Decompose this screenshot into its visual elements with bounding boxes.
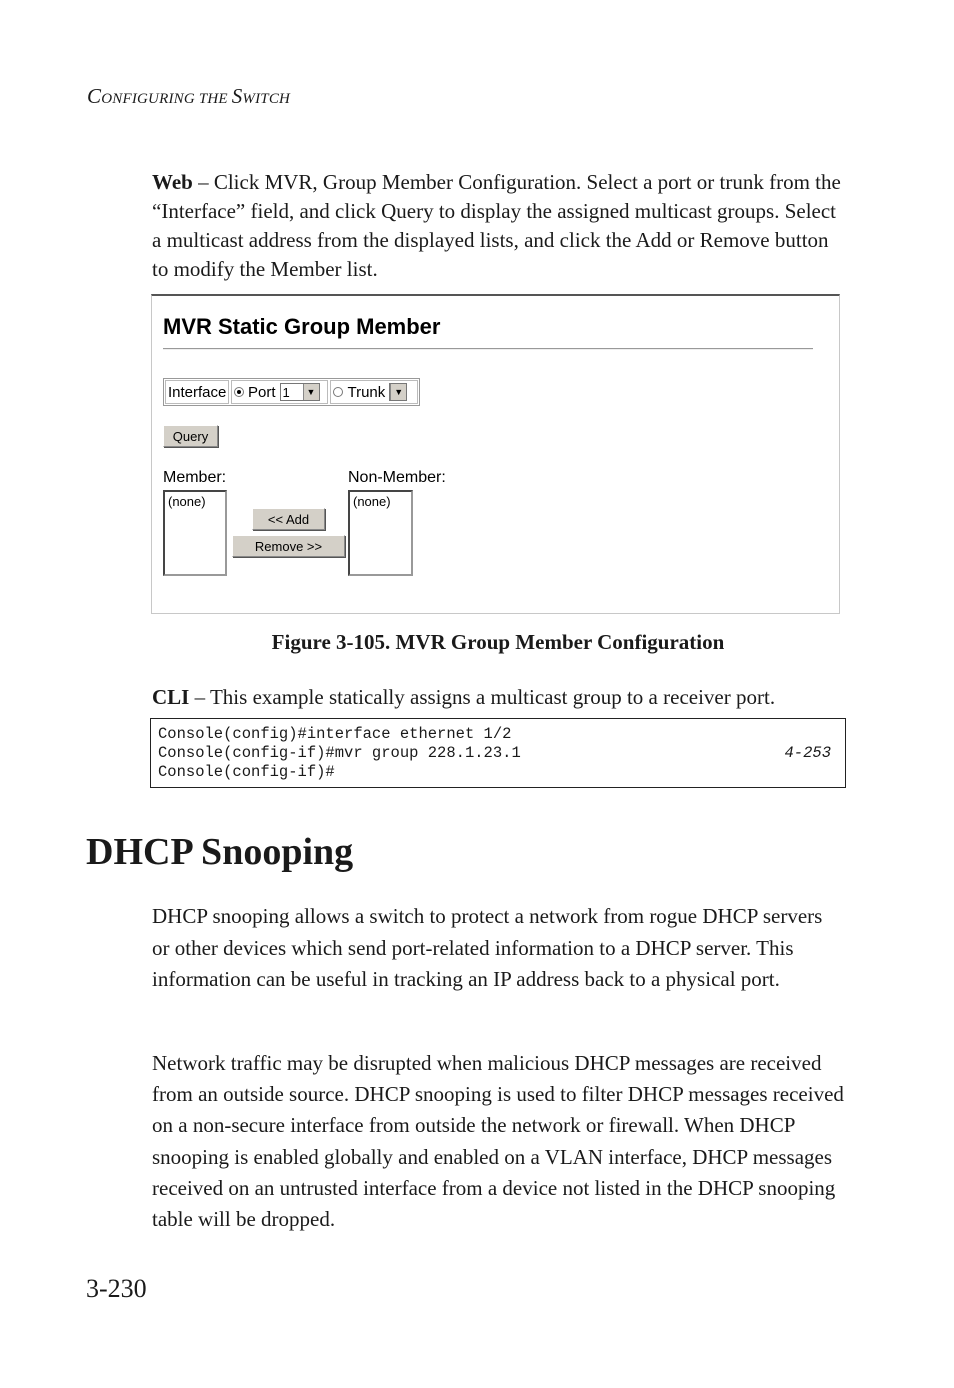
- dhcp-intro-paragraph: DHCP snooping allows a switch to protect a network from rogue DHCP servers or other devices which send port-related information to a DHCP server. This information can be useful in tracking an IP address back to a physical port.: [152, 904, 823, 991]
- running-head: CONFIGURING THE SWITCH: [87, 84, 291, 108]
- remove-button[interactable]: Remove >>: [232, 535, 345, 557]
- cli-label: CLI: [152, 685, 190, 709]
- cli-instructions: CLI – This example statically assigns a multicast group to a receiver port.: [152, 685, 776, 709]
- code-line: Console(config-if)#mvr group 228.1.23.1 4-253: [158, 744, 831, 762]
- port-option: [231, 380, 328, 404]
- dhcp-detail-paragraph: Network traffic may be disrupted when malicious DHCP messages are received from an outside source. DHCP snooping is used to filter DHCP messages received on a non-secure interface from outside the network or firewall. When DHCP snooping is enabled globally and enabled on a VLAN interface, DHCP messages received on an untrusted interface from a device not listed in the DHCP snooping table will be dropped.: [152, 1051, 844, 1232]
- figure-caption: Figure 3-105. MVR Group Member Configuration: [271, 630, 725, 654]
- dropdown-arrow-icon: ▼: [390, 384, 406, 400]
- interface-selector: [163, 378, 420, 406]
- page-number: 3-230: [86, 1274, 147, 1303]
- web-instructions: Web – Click MVR, Group Member Configuration. Select a port or trunk from the “Interface” field, and click Query to display the assigned multicast groups. Select a multicast address from the displayed lists, and click the Add or Remove button to modify the Member list.: [152, 170, 841, 281]
- port-label: Port: [248, 383, 276, 401]
- query-button[interactable]: Query: [163, 425, 218, 447]
- member-label: Member:: [163, 469, 227, 486]
- code-line: Console(config-if)#: [158, 763, 335, 781]
- code-line: Console(config)#interface ethernet 1/2: [158, 725, 512, 743]
- interface-label: Interface: [165, 380, 229, 404]
- page-reference: 4-253: [784, 744, 831, 762]
- port-radio[interactable]: [234, 387, 244, 397]
- add-button[interactable]: << Add: [252, 508, 325, 530]
- figure-title: MVR Static Group Member: [163, 314, 441, 339]
- non-member-label: Non-Member:: [348, 469, 446, 486]
- non-member-listbox[interactable]: (none): [348, 490, 413, 576]
- mvr-screenshot-figure: [151, 294, 840, 614]
- dropdown-arrow-icon: ▼: [303, 384, 319, 400]
- section-heading: DHCP Snooping: [86, 831, 354, 873]
- web-label: Web: [152, 170, 193, 194]
- cli-code-block: [150, 718, 846, 788]
- port-select[interactable]: 1 ▼: [280, 383, 320, 401]
- title-divider: [163, 348, 813, 350]
- trunk-label: Trunk: [347, 383, 386, 401]
- member-listbox[interactable]: (none): [163, 490, 227, 576]
- trunk-select[interactable]: [389, 383, 407, 401]
- trunk-option: [330, 380, 418, 404]
- trunk-radio[interactable]: [333, 387, 343, 397]
